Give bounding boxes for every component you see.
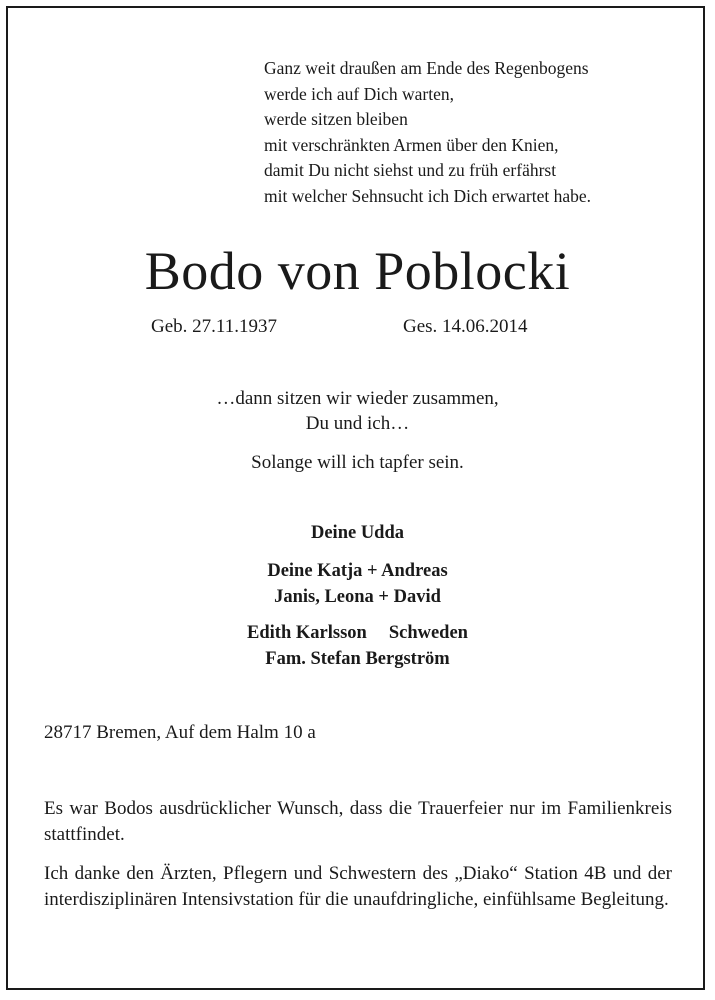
verse-line: Du und ich… [305,413,410,434]
mourner-spouse: Deine Udda [310,523,405,543]
mourner-relatives [0,620,715,672]
mourner-family [0,558,715,610]
verse-line: Solange will ich tapfer sein. [251,452,464,473]
verse-line: …dann sitzen wir wieder zusammen, [216,388,499,409]
poem [264,56,591,209]
mourner-line [0,620,715,646]
poem-line: mit verschränkten Armen über den Knien, [264,134,559,155]
farewell-verse [0,386,715,436]
mourner-line: Janis, Leona + David [274,587,441,607]
poem-line: mit welcher Sehnsucht ich Dich erwartet habe. [264,185,592,206]
relative-country: Schweden [388,623,468,643]
address: 28717 Bremen, Auf dem Halm 10 a [44,722,316,743]
mourner-line: Deine Katja + Andreas [267,561,448,581]
poem-line: damit Du nicht siehst und zu früh erfährst [264,160,557,180]
death-date: Ges. 14.06.2014 [403,316,528,337]
relative-name: Edith Karlsson [247,623,367,643]
mourner-line: Fam. Stefan Bergström [265,649,450,669]
deceased-name: Bodo von Poblocki [144,241,571,301]
funeral-notice: Es war Bodos ausdrücklicher Wunsch, dass die Trauerfeier nur im Familienkreis stattfindet. [44,798,672,845]
poem-line: werde ich auf Dich warten, [264,83,454,104]
thanks-notice: Ich danke den Ärzten, Pflegern und Schwestern des „Diako“ Station 4B und der interdisziplinären Intensivstation für die unaufdringliche, einfühlsame Begleitung. [44,863,672,910]
poem-line: Ganz weit draußen am Ende des Regenbogens [264,58,589,78]
birth-date: Geb. 27.11.1937 [151,316,277,337]
poem-line: werde sitzen bleiben [264,109,408,129]
